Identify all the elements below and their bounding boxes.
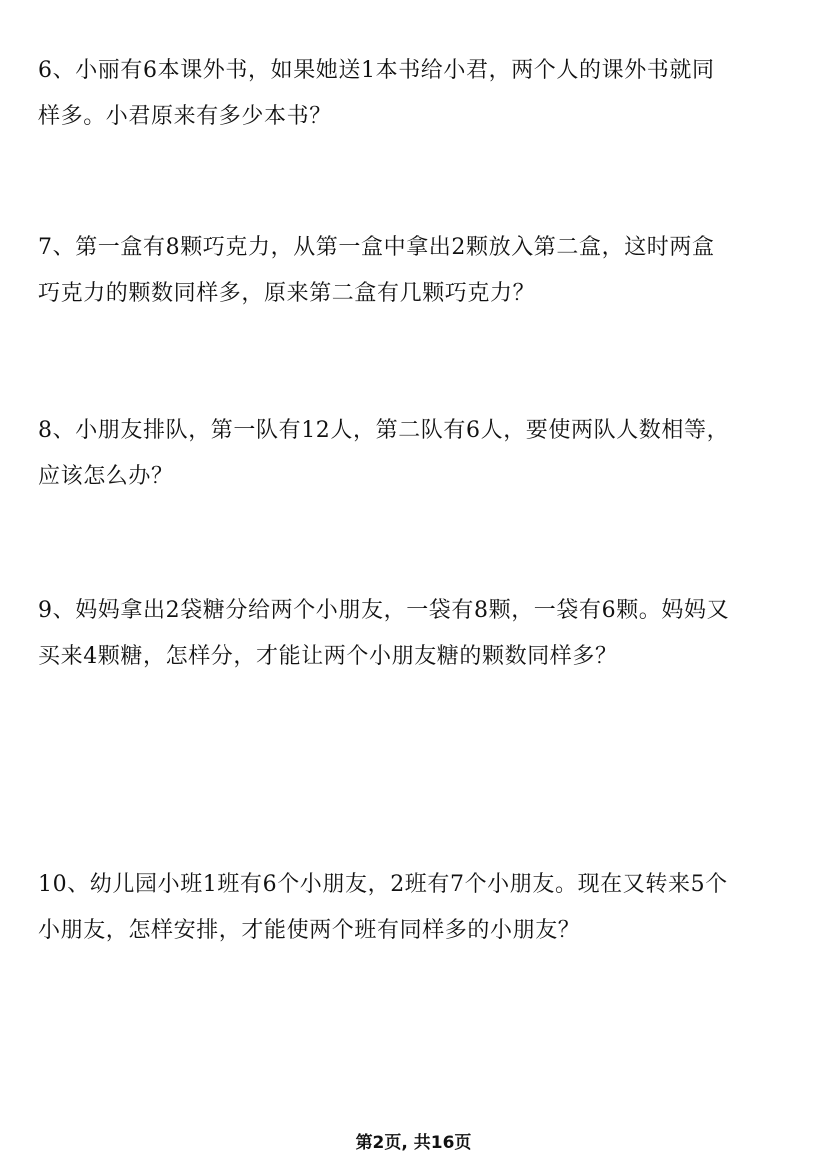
question-8-line-2: 应该怎么办？: [38, 464, 174, 489]
question-7-line-2: 巧克力的颗数同样多，原来第二盒有几颗巧克力？: [38, 281, 536, 306]
question-9-line-2: 买来4颗糖，怎样分，才能让两个小朋友糖的颗数同样多？: [38, 644, 618, 669]
question-8: [38, 408, 798, 500]
question-6-line-1: 6、小丽有6本课外书，如果她送1本书给小君，两个人的课外书就同: [38, 58, 715, 83]
question-7: [38, 225, 798, 317]
question-10-line-2: 小朋友，怎样安排，才能使两个班有同样多的小朋友？: [38, 918, 581, 943]
question-10-line-1: 10、幼儿园小班1班有6个小朋友，2班有7个小朋友。现在又转来5个: [38, 872, 728, 897]
question-9-line-1: 9、妈妈拿出2袋糖分给两个小朋友，一袋有8颗，一袋有6颗。妈妈又: [38, 598, 730, 623]
question-6: [38, 48, 798, 140]
question-10: [38, 862, 798, 954]
question-7-line-1: 7、第一盒有8颗巧克力，从第一盒中拿出2颗放入第二盒，这时两盒: [38, 235, 715, 260]
page-number-footer: 第2页, 共16页: [355, 1133, 472, 1153]
question-9: [38, 588, 798, 680]
question-8-line-1: 8、小朋友排队，第一队有12人，第二队有6人，要使两队人数相等，: [38, 418, 730, 443]
question-6-line-2: 样多。小君原来有多少本书？: [38, 104, 332, 129]
